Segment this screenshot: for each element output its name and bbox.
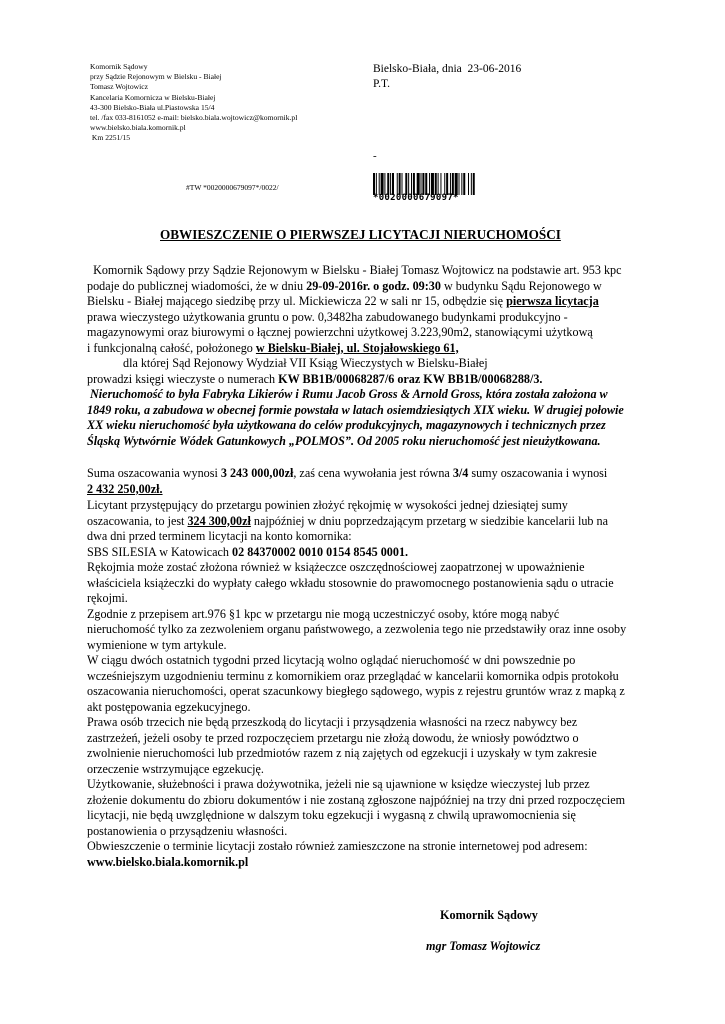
text-line: Licytant przystępujący do przetargu powinien złożyć rękojmię w wysokości jednej dziesiątej sumy [87,498,568,512]
sender-block [90,62,297,144]
text-line: wcześniejszym uzgodnieniu terminu z komornikiem oraz przeglądać w kancelarii komornika odpis protokołu [87,668,619,683]
first-auction-label: pierwsza licytacja [506,294,599,308]
text-line [87,372,681,388]
text-line: W ciągu dwóch ostatnich tygodni przed licytacją wolno oglądać nieruchomość w dni powszednie po [87,653,576,667]
sender-line: Komornik Sądowy [90,62,148,71]
document-title: OBWIESZCZENIE O PIERWSZEJ LICYTACJI NIERUCHOMOŚCI [160,227,561,242]
text-line: oszacowania nieruchomości, operat szacunkowy biegłego sądowego, wypis z rejestru gruntów wraz z mapką z [87,684,625,698]
fraction: 3/4 [452,466,469,480]
text-line: wymienione w tym artykule. [87,637,227,652]
text-line [87,466,681,482]
addressee: P.T. [373,78,391,90]
barcode-bar [421,173,422,195]
text-line: Śląską Wytwórnie Wódek Gatunkowych „POLMOS”. Od 2005 roku nieruchomość jest nieużytkowana. [87,433,601,448]
valuation-amount: 3 243 000,00zł [220,466,294,480]
text-span: najpóźniej w dniu poprzedzającym przetarg w siedzibie kancelarii lub na [250,513,608,528]
text-line: 1849 roku, a zabudowa w obecnej formie powstała w latach osiemdziesiątych XIX wieku. W drugiej połowie [87,402,624,417]
text-line: prawa wieczystego użytkowania gruntu o pow. 0,3482ha zabudowanego budynkami produkcyjno - [87,309,568,324]
text-span: prowadzi księgi wieczyste o numerach [87,371,279,386]
dash-mark: - [373,150,377,162]
sender-line: tel. /fax 033-8161052 e-mail: bielsko.biala.wojtowicz@komornik.pl [90,113,298,123]
barcode-bar [435,173,437,195]
text-line: orzeczenie wstrzymujące egzekucję. [87,761,264,776]
text-span: sumy oszacowania i wynosi [468,466,608,480]
barcode-bar [413,173,415,195]
sender-line: Kancelaria Komornicza w Bielsku-Białej [90,92,216,102]
text-line: Obwieszczenie o terminie licytacji zostało również zamieszczone na stronie internetowej pod adresem: [87,839,588,853]
text-line [87,341,681,357]
barcode-bar [402,173,403,195]
text-line [87,279,681,295]
paragraph-valuation [87,466,681,497]
barcode-bar [444,173,445,195]
text-line: licytacji, nie będą uwzględnione w dalszym toku egzekucji i wygasną z chwilą uprawomocnienia się [87,808,576,822]
place-date-block [373,62,521,92]
property-address: w Bielsku-Białej, ul. Stojałowskiego 61, [255,340,459,355]
barcode-bar [455,173,458,195]
barcode-bar [397,173,398,195]
sender-line: 43-300 Bielsko-Biała ul.Piastowska 15/4 [90,102,215,112]
barcode-bar [461,173,462,195]
text-line: złożenie dokumentu do zbioru dokumentów i nie zostaną zgłoszone najpóźniej na trzy dni przed rozpoczęciem [87,792,626,807]
sender-line: Tomasz Wojtowicz [90,82,148,92]
place-date: Bielsko-Biała, dnia 23-06-2016 [373,63,522,75]
barcode-bar [417,173,420,195]
text-span: oszacowania, to jest [87,513,188,528]
text-line: akt postępowania egzekucyjnego. [87,699,251,714]
barcode-bar [459,173,460,195]
sender-line: przy Sądzie Rejonowym w Bielsku - Białej [90,72,222,82]
text-line [87,545,681,561]
text-line [87,294,681,310]
text-line [87,514,681,530]
barcode-bar [381,173,384,195]
barcode-bar [422,173,424,195]
barcode-bar [392,173,394,195]
barcode-bar [431,173,434,195]
text-line: dla której Sąd Rejonowy Wydział VII Ksiąg Wieczystych w Bielsku-Białej [123,356,488,370]
barcode-bar [463,173,465,195]
text-span: SBS SILESIA w Katowicach [87,544,233,559]
text-span: , zaś cena wywołania jest równa [293,466,453,480]
barcode-bar [408,173,409,195]
text-line: Użytkowanie, służebności i prawa dożywotnika, jeżeli nie są ujawnione w księdze wieczystej lub przez [87,777,590,791]
starting-price: 2 432 250,00zł. [87,481,163,496]
text-line: Komornik Sądowy przy Sądzie Rejonowym w Bielsku - Białej Tomasz Wojtowicz na podstawie art. 953 kpc [87,263,622,277]
paragraph-history [87,387,681,449]
auction-date: 29-09-2016r. o godz. 09:30 [306,278,441,293]
website-address: www.bielsko.biala.komornik.pl [87,854,249,869]
text-line: dwa dni przed terminem licytacji na konto komornika: [87,529,352,543]
paragraph-announcement [87,263,681,387]
sender-line: www.bielsko.biala.komornik.pl [90,123,186,133]
signature-role: Komornik Sądowy [440,908,538,922]
text-span: Suma oszacowania wynosi [87,466,221,480]
text-line: nieruchomość tylko za zezwoleniem organu państwowego, a zezwolenia tego nie przedstawiły oraz inne osoby [87,622,627,636]
text-line: postanowienia o przysądzeniu własności. [87,823,288,838]
case-number: Km 2251/15 [90,133,131,143]
text-line: Nieruchomość to była Fabryka Likierów i Rumu Jacob Gross & Arnold Gross, która została założona w [87,387,608,401]
barcode-bar [425,173,427,195]
land-register-numbers: KW BB1B/00068287/6 oraz KW BB1B/00068288/3. [278,371,543,386]
barcode-bar [429,173,430,195]
text-line: zwolnienie nieruchomości lub przedmiotów razem z nią zajętych od egzekucji i uzyskały w tym zakresie [87,746,597,760]
deposit-amount: 324 300,00zł [187,513,251,528]
tracking-code: #TW *0020000679097*/0022/ [186,183,279,192]
bank-account-number: 02 84370002 0010 0154 8545 0001. [232,544,409,559]
text-span: Bielsku - Białej mającego siedzibę przy ul. Mickiewicza 22 w sali nr 15, odbędzie się [87,294,507,308]
barcode-bar [384,173,385,195]
text-line: zastrzeżeń, jeżeli osoby te przed rozpoczęciem przetargu nie złożą dowodu, że wniosły powództwo o [87,730,579,745]
barcode-bars [373,173,499,195]
barcode-bar [450,173,451,195]
barcode-bar [379,173,380,195]
text-line: XX wieku nieruchomość była użytkowana do celów produkcyjnych, magazynowych i technicznych przez [87,418,606,432]
barcode-bar [473,173,475,195]
barcode-bar [373,173,375,195]
barcode-bar [452,173,454,195]
text-line: właściciela książeczki do wypłaty całego wkładu stosownie do prawomocnego postanowienia sądu o utracie [87,575,614,590]
barcode-bar [387,173,389,195]
text-line: Prawa osób trzecich nie będą przeszkodą do licytacji i przysądzenia własności na rzecz nabywcy bez [87,715,578,729]
barcode-text: *0020000679097* [373,193,459,203]
text-line: Rękojmia może zostać złożona również w książeczce oszczędnościowej zaopatrzonej w upoważnienie [87,560,585,574]
text-line: rękojmi. [87,591,128,605]
signature-name: mgr Tomasz Wojtowicz [426,939,541,953]
barcode-bar [468,173,469,195]
barcode [373,173,499,203]
barcode-bar [471,173,472,195]
text-line: Zgodnie z przepisem art.976 §1 kpc w przetargu nie mogą uczestniczyć osoby, które mogą nabyć [87,606,560,621]
barcode-bar [390,173,391,195]
text-span: podaje do publicznej wiadomości, że w dniu [87,278,307,293]
barcode-bar [446,173,448,195]
paragraph-deposit [87,498,681,870]
text-span: w budynku Sądu Rejonowego w [440,278,602,293]
barcode-bar [411,173,412,195]
barcode-bar [440,173,441,195]
text-span: i funkcjonalną całość, położonego [87,340,256,355]
text-line: magazynowymi oraz biurowymi o łącznej powierzchni użytkowej 3.223,90m2, stanowiącymi użytkową [87,325,593,339]
barcode-bar [399,173,401,195]
barcode-bar [438,173,439,195]
barcode-bar [376,173,377,195]
barcode-bar [405,173,407,195]
